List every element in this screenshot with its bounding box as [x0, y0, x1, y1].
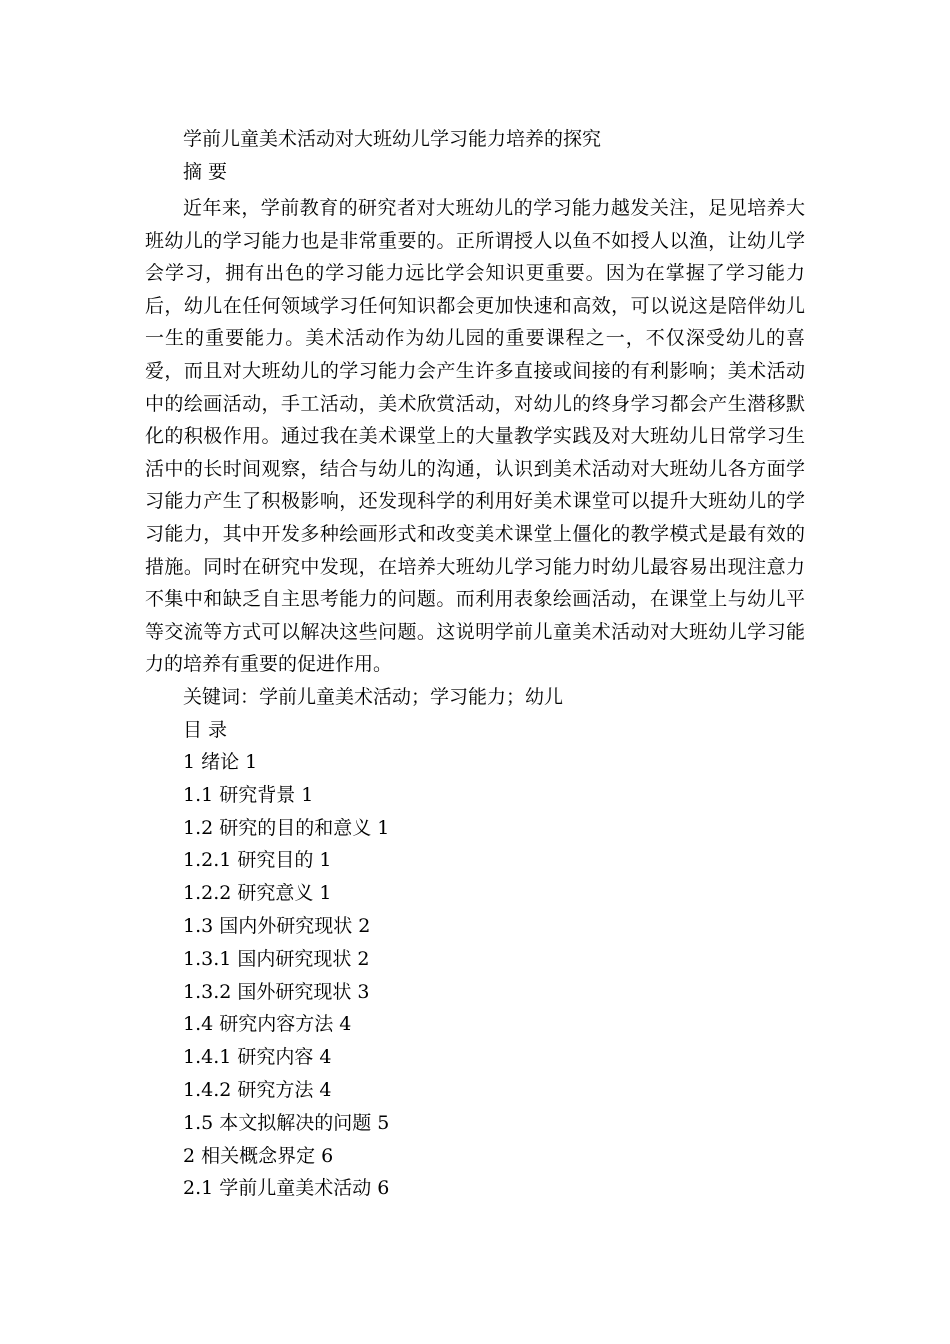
toc-entry: 1.2 研究的目的和意义 1: [183, 816, 390, 839]
abstract-heading: 摘 要: [183, 161, 228, 183]
toc-entry: 1.4.1 研究内容 4: [183, 1046, 332, 1069]
toc-entry: 1 绪论 1: [183, 751, 258, 773]
abstract-paragraph: 近年来，学前教育的研究者对大班幼儿的学习能力越发关注，足见培养大班幼儿的学习能力也是非常重要的。正所谓授人以鱼不如授人以渔，让幼儿学会学习，拥有出色的学习能力远比学会知识更重要。因为在掌握了学习能力后，幼儿在任何领域学习任何知识都会更加快速和高效，可以说这是陪伴幼儿一生的重要能力。美术活动作为幼儿园的重要课程之一，不仅深受幼儿的喜爱，而且对大班幼儿的学习能力会产生许多直接或间接的有利影响；美术活动中的绘画活动，手工活动，美术欣赏活动，对幼儿的终身学习都会产生潜移默化的积极作用。通过我在美术课堂上的大量教学实践及对大班幼儿日常学习生活中的长时间观察，结合与幼儿的沟通，认识到美术活动对大班幼儿各方面学习能力产生了积极影响，还发现科学的利用好美术课堂可以提升大班幼儿的学习能力，其中开发多种绘画形式和改变美术课堂上僵化的教学模式是最有效的措施。同时在研究中发现，在培养大班幼儿学习能力时幼儿最容易出现注意力不集中和缺乏自主思考能力的问题。而利用表象绘画活动，在课堂上与幼儿平等交流等方式可以解决这些问题。这说明学前儿童美术活动对大班幼儿学习能力的培养有重要的促进作用。: [145, 197, 805, 676]
toc-entry: 2.1 学前儿童美术活动 6: [183, 1177, 390, 1200]
toc-entry: 1.1 研究背景 1: [183, 783, 314, 806]
toc-heading: 目 录: [183, 719, 228, 741]
toc-entry: 1.4 研究内容方法 4: [183, 1013, 352, 1036]
table-of-contents: [183, 750, 389, 1209]
toc-entry: 1.3.1 国内研究现状 2: [183, 947, 370, 970]
toc-entry: 1.3.2 国外研究现状 3: [183, 980, 370, 1003]
toc-entry: 1.2.2 研究意义 1: [183, 882, 332, 905]
keywords-line: 关键词：学前儿童美术活动；学习能力；幼儿: [183, 686, 564, 708]
toc-entry: 1.2.1 研究目的 1: [183, 849, 332, 872]
toc-entry: 1.3 国内外研究现状 2: [183, 914, 371, 937]
toc-entry: 2 相关概念界定 6: [183, 1144, 334, 1167]
toc-entry: 1.4.2 研究方法 4: [183, 1078, 332, 1101]
toc-entry: 1.5 本文拟解决的问题 5: [183, 1111, 390, 1134]
document-title: 学前儿童美术活动对大班幼儿学习能力培养的探究: [183, 128, 602, 150]
